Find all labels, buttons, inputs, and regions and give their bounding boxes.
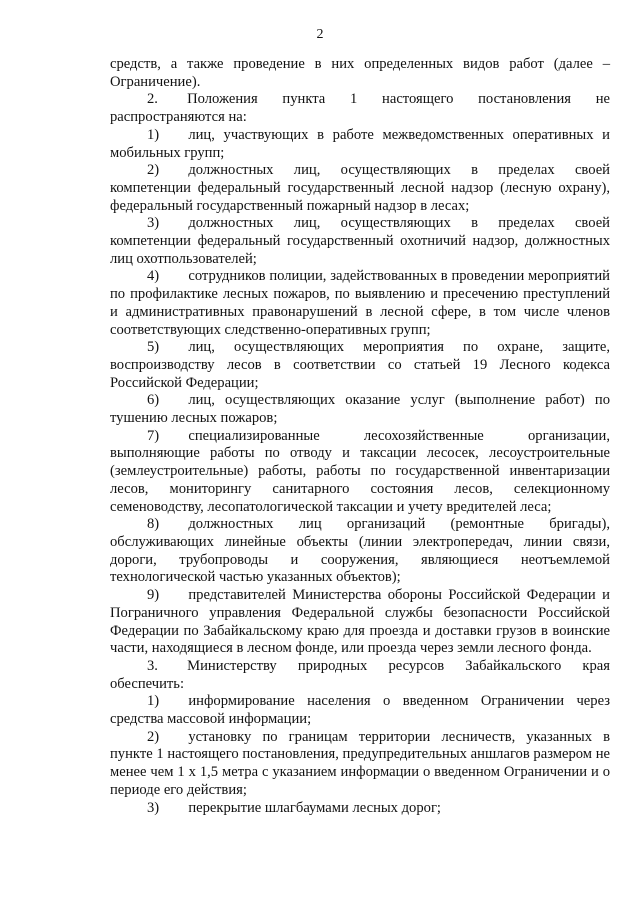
list-item-2-3: 3) должностных лиц, осуществляющих в пределах своей компетенции федеральный государственный охотничий надзор, должностных лиц охотпользователей; <box>110 215 610 267</box>
list-item-2-6: 6) лиц, осуществляющих оказание услуг (выполнение работ) по тушению лесных пожаров; <box>110 392 610 427</box>
list-item-2-1: 1) лиц, участвующих в работе межведомственных оперативных и мобильных групп; <box>110 126 610 161</box>
list-item-2-9: 9) представителей Министерства обороны Российской Федерации и Пограничного управления Федеральной службы безопасности Российской Федерации по Забайкальскому краю для проезда и доставки грузов в воинские части, находящиеся в лесном фонде, или проезда через земли лесного фонда. <box>110 587 610 657</box>
paragraph-clause-2: 2. Положения пункта 1 настоящего постановления не распространяются на: <box>110 91 610 126</box>
list-item-2-4: 4) сотрудников полиции, задействованных в проведении мероприятий по профилактике лесных пожаров, по выявлению и пресечению преступлений и административных правонарушений в лесной сфере, в том числе членов соответствующих следственно-оперативных групп; <box>110 268 610 338</box>
list-item-2-5: 5) лиц, осуществляющих мероприятия по охране, защите, воспроизводству лесов в соответствии со статьей 19 Лесного кодекса Российской Федерации; <box>110 339 610 391</box>
list-item-2-8: 8) должностных лиц организаций (ремонтные бригады), обслуживающих линейные объекты (линии электропередач, линии связи, дороги, трубопроводы и сооружения, являющиеся неотъемлемой технологической частью указанных объектов); <box>110 516 610 586</box>
list-item-3-1: 1) информирование населения о введенном Ограничении через средства массовой информации; <box>110 693 610 728</box>
list-item-2-2: 2) должностных лиц, осуществляющих в пределах своей компетенции федеральный государственный лесной надзор (лесную охрану), федеральный государственный пожарный надзор в лесах; <box>110 162 610 214</box>
list-item-2-7: 7) специализированные лесохозяйственные организации, выполняющие работы по отводу и таксации лесосек, лесоустроительные (землеустроительные) работы, работы по государственной инвентаризации лесов, мониторингу санитарного состояния лесов, селекционному семеноводству, лесопатологической таксации и учету вредителей леса; <box>110 427 610 515</box>
list-item-3-2: 2) установку по границам территории лесничеств, указанных в пункте 1 настоящего постановления, предупредительных аншлагов размером не менее чем 1 х 1,5 метра с указанием информации о введенном Ограничении и о периоде его действия; <box>110 728 610 798</box>
document-body <box>110 56 610 817</box>
paragraph-clause-3: 3. Министерству природных ресурсов Забайкальского края обеспечить: <box>110 657 610 692</box>
page-number: 2 <box>316 27 324 42</box>
list-item-3-3: 3) перекрытие шлагбаумами лесных дорог; <box>147 799 441 816</box>
paragraph-continuation: средств, а также проведение в них определенных видов работ (далее – Ограничение). <box>110 56 610 90</box>
